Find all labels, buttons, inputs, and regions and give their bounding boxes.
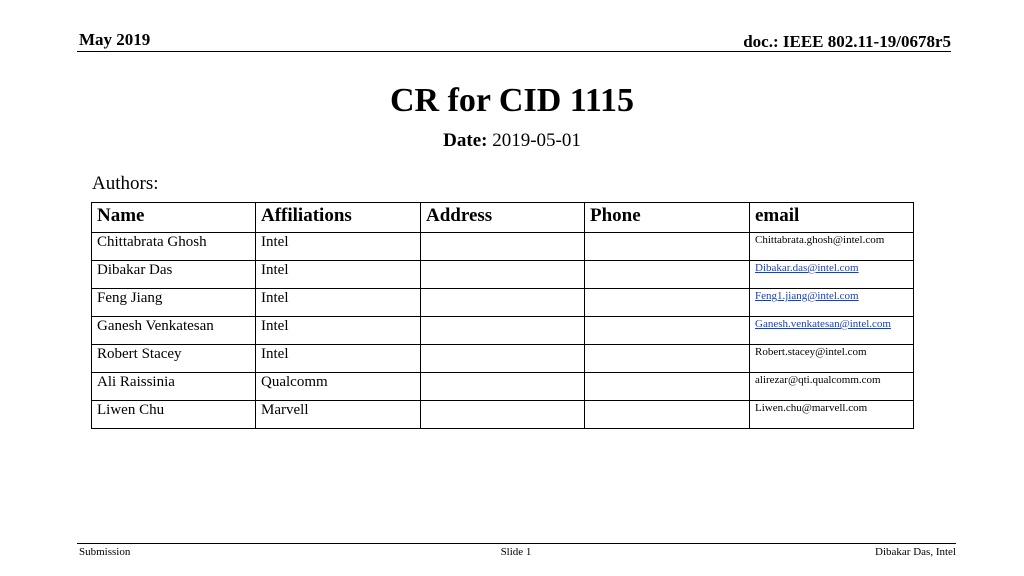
author-email-cell bbox=[750, 289, 914, 317]
author-affiliation-cell: Marvell bbox=[256, 401, 421, 429]
author-name-cell: Dibakar Das bbox=[92, 261, 256, 289]
footer-slide-number: Slide 1 bbox=[500, 546, 532, 558]
author-address-cell bbox=[421, 345, 585, 373]
table-row bbox=[92, 345, 914, 373]
date-value: 2019-05-01 bbox=[492, 130, 581, 151]
author-name-cell: Robert Stacey bbox=[92, 345, 256, 373]
column-header-affiliations: Affiliations bbox=[256, 203, 421, 233]
author-affiliation-cell: Qualcomm bbox=[256, 373, 421, 401]
author-address-cell bbox=[421, 373, 585, 401]
author-phone-cell bbox=[585, 373, 750, 401]
table-row bbox=[92, 261, 914, 289]
author-name-cell: Chittabrata Ghosh bbox=[92, 233, 256, 261]
footer-divider bbox=[77, 543, 956, 544]
author-email-text: Liwen.chu@marvell.com bbox=[755, 402, 868, 414]
author-name-cell: Liwen Chu bbox=[92, 401, 256, 429]
author-affiliation-cell: Intel bbox=[256, 345, 421, 373]
author-phone-cell bbox=[585, 345, 750, 373]
author-email-text: alirezar@qti.qualcomm.com bbox=[755, 374, 881, 386]
author-email-cell bbox=[750, 233, 914, 261]
author-phone-cell bbox=[585, 233, 750, 261]
author-phone-cell bbox=[585, 289, 750, 317]
author-address-cell bbox=[421, 401, 585, 429]
table-row bbox=[92, 373, 914, 401]
author-affiliation-cell: Intel bbox=[256, 261, 421, 289]
authors-label: Authors: bbox=[92, 173, 159, 194]
table-header-row bbox=[92, 203, 914, 233]
column-header-phone: Phone bbox=[585, 203, 750, 233]
column-header-email: email bbox=[750, 203, 914, 233]
author-email-cell bbox=[750, 261, 914, 289]
author-email-cell bbox=[750, 373, 914, 401]
author-name-cell: Ali Raissinia bbox=[92, 373, 256, 401]
footer-author: Dibakar Das, Intel bbox=[875, 546, 956, 558]
author-email-text: Robert.stacey@intel.com bbox=[755, 346, 867, 358]
author-address-cell bbox=[421, 233, 585, 261]
author-email-cell bbox=[750, 317, 914, 345]
author-affiliation-cell: Intel bbox=[256, 233, 421, 261]
author-address-cell bbox=[421, 289, 585, 317]
author-phone-cell bbox=[585, 401, 750, 429]
author-address-cell bbox=[421, 317, 585, 345]
table-row bbox=[92, 401, 914, 429]
table-row bbox=[92, 289, 914, 317]
author-name-cell: Ganesh Venkatesan bbox=[92, 317, 256, 345]
header-doc-id: doc.: IEEE 802.11-19/0678r5 bbox=[743, 32, 951, 51]
authors-table bbox=[91, 202, 914, 429]
author-email-cell bbox=[750, 401, 914, 429]
column-header-address: Address bbox=[421, 203, 585, 233]
header-date: May 2019 bbox=[79, 30, 151, 49]
author-name-cell: Feng Jiang bbox=[92, 289, 256, 317]
slide-title: CR for CID 1115 bbox=[390, 82, 634, 119]
author-email-link[interactable]: Dibakar.das@intel.com bbox=[755, 262, 859, 274]
footer-submission: Submission bbox=[79, 546, 131, 558]
author-email-link[interactable]: Ganesh.venkatesan@intel.com bbox=[755, 318, 891, 330]
author-email-text: Chittabrata.ghosh@intel.com bbox=[755, 234, 885, 246]
table-row bbox=[92, 233, 914, 261]
author-phone-cell bbox=[585, 261, 750, 289]
author-phone-cell bbox=[585, 317, 750, 345]
author-email-cell bbox=[750, 345, 914, 373]
header-divider bbox=[77, 51, 951, 52]
column-header-name: Name bbox=[92, 203, 256, 233]
author-email-link[interactable]: Feng1.jiang@intel.com bbox=[755, 290, 859, 302]
author-affiliation-cell: Intel bbox=[256, 317, 421, 345]
author-address-cell bbox=[421, 261, 585, 289]
slide-date bbox=[0, 130, 1024, 152]
table-row bbox=[92, 317, 914, 345]
date-label: Date: bbox=[443, 130, 488, 151]
author-affiliation-cell: Intel bbox=[256, 289, 421, 317]
